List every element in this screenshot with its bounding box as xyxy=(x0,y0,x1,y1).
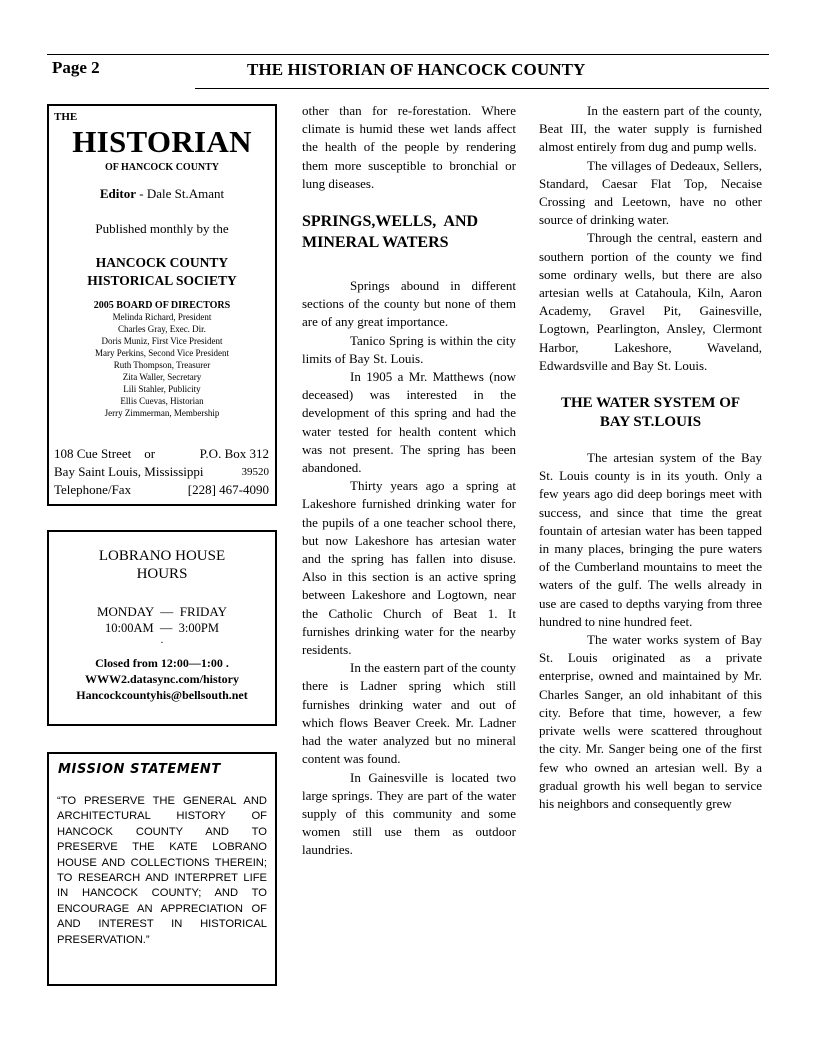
phone-number: [228] 467-4090 xyxy=(187,482,269,497)
editor-line xyxy=(49,186,275,202)
email-link[interactable]: Hancockcountyhis@bellsouth.net xyxy=(76,688,248,702)
article-column-middle xyxy=(302,102,516,860)
section-heading-water-system-2: BAY ST.LOUIS xyxy=(599,414,702,431)
board-member: Doris Muniz, First Vice President xyxy=(101,336,223,346)
masthead-box xyxy=(47,104,277,506)
society-line-2: HISTORICAL SOCIETY xyxy=(87,273,237,288)
phone-label: Telephone/Fax xyxy=(54,482,132,497)
address-city: Bay Saint Louis, Mississippi xyxy=(54,464,204,479)
board-member: Zita Waller, Secretary xyxy=(122,372,202,382)
mission-heading: MISSION STATEMENT xyxy=(58,762,221,777)
continued-paragraph: other than for re-forestation. Where climate is humid these wet lands affect the health of the people by rendering them more susceptible to bronchial or lung diseases. xyxy=(302,103,516,191)
hours-title-1: LOBRANO HOUSE xyxy=(98,548,226,564)
paragraph: The artesian system of the Bay St. Louis county is in its youth. Only a few years ago did deep borings meet with success, and since that time the great fountain of artesian water has been tapped in many places, bringing the pure waters of the Cumberland mountains to meet the waters of the gulf. The wells already in use are cased to depths varying from three hundred to nine hundred feet. xyxy=(539,450,762,629)
address-zip: 39520 xyxy=(241,466,269,478)
section-heading-water-system-1: THE WATER SYSTEM OF xyxy=(560,395,741,412)
board-member: Lili Stahler, Publicity xyxy=(123,384,201,394)
paragraph: The villages of Dedeaux, Sellers, Standard, Caesar Flat Top, Necaise Crossing and Leetown, have no other source of drinking water. xyxy=(539,157,762,228)
page-number: Page 2 xyxy=(52,58,100,77)
board-heading: 2005 BOARD OF DIRECTORS xyxy=(93,300,231,311)
hours-times: 10:00AM — 3:00PM xyxy=(105,621,219,635)
masthead-the: THE xyxy=(54,111,78,123)
paragraph: Through the central, eastern and southern portion of the county we find some ordinary wells, but there are also artesian wells at Catahoula, Kiln, Aaron Academy, Gravel Pit, Gainesville, Logtown, Pearlington, Ansley, Clermont Harbor, Lakeshore, Waveland, Edwardsville and Bay St. Louis. xyxy=(539,230,762,373)
paragraph: In 1905 a Mr. Matthews (now deceased) was interested in the development of this spring and had the water tested for health content which was not present. The spring has been abandoned. xyxy=(302,369,516,476)
paragraph: Thirty years ago a spring at Lakeshore furnished drinking water for the pupils of a one teacher school there, but now Lakeshore has artesian water and the spring has fallen into disuse. Also in this section is an active spring between Lakeshore and Logtown, near the Catholic Church of Beat 1. It furnishes drinking water for the nearby residents. xyxy=(302,478,516,658)
editor-label: Editor xyxy=(99,186,137,201)
publication-title: THE HISTORIAN OF HANCOCK COUNTY xyxy=(247,60,586,79)
hours-dot: . xyxy=(160,635,164,646)
board-member: Jerry Zimmerman, Membership xyxy=(104,408,220,418)
paragraph: The water works system of Bay St. Louis originated as a private enterprise, owned and maintained by Mr. Charles Sanger, an old inhabitant of this city. Before that time, however, a few private wells were scattered throughout the city. Mr. Sanger being one of the first few who owned an artesian well. By a gradual growth his well began to service his neighbors and consequently grew xyxy=(539,632,762,811)
paragraph: In Gainesville is located two large springs. They are part of the water supply of this community and some women still use them as outdoor laundries. xyxy=(302,769,516,858)
board-member: Melinda Richard, President xyxy=(112,312,212,322)
paragraph: Tanico Spring is within the city limits of Bay St. Louis. xyxy=(302,332,516,366)
board-member: Ruth Thompson, Treasurer xyxy=(113,360,211,370)
hours-box xyxy=(47,530,277,726)
mission-box xyxy=(47,752,277,986)
hours-title-2: HOURS xyxy=(136,566,188,582)
board-member: Charles Gray, Exec. Dir. xyxy=(118,324,206,334)
paragraph: In the eastern part of the county there is Ladner spring which still furnishes drinking water and out of which flows Beaver Creek. Mr. Ladner had the water analyzed but no mineral content was found. xyxy=(302,660,516,767)
society-line-1: HANCOCK COUNTY xyxy=(95,255,229,270)
board-member: Ellis Cuevas, Historian xyxy=(120,396,204,406)
website-link[interactable]: WWW2.datasync.com/history xyxy=(85,672,239,686)
board-list xyxy=(49,311,275,419)
masthead-title: HISTORIAN xyxy=(72,124,252,159)
header-top-rule xyxy=(47,54,769,55)
published-line: Published monthly by the xyxy=(95,221,229,236)
editor-name: - Dale St.Amant xyxy=(136,186,225,201)
mission-text: “TO PRESERVE THE GENERAL AND ARCHITECTURAL HISTORY OF HANCOCK COUNTY AND TO PRESERVE THE KATE LOBRANO HOUSE AND COLLECTIONS THEREIN; TO RESEARCH AND INTERPRET LIFE IN HANCOCK COUNTY; AND TO ENCOURAGE AN APPRECIATION OF AND INTEREST IN HISTORICAL PRESERVATION.” xyxy=(57,795,267,946)
header-bottom-rule xyxy=(195,88,769,89)
address-street: 108 Cue Street or xyxy=(54,446,156,461)
hours-days: MONDAY — FRIDAY xyxy=(96,604,228,619)
paragraph: Springs abound in different sections of the county but none of them are of any great importance. xyxy=(302,278,516,330)
board-member: Mary Perkins, Second Vice President xyxy=(94,348,230,358)
address-po: P.O. Box 312 xyxy=(199,446,269,461)
section-heading-springs: SPRINGS,WELLS, AND MINERAL WATERS xyxy=(302,213,483,252)
masthead-subtitle: OF HANCOCK COUNTY xyxy=(104,162,220,173)
hours-closed: Closed from 12:00—1:00 . xyxy=(95,656,229,670)
article-column-right xyxy=(539,102,762,813)
paragraph: In the eastern part of the county, Beat III, the water supply is furnished almost entirely from dug and pump wells. xyxy=(539,103,762,155)
